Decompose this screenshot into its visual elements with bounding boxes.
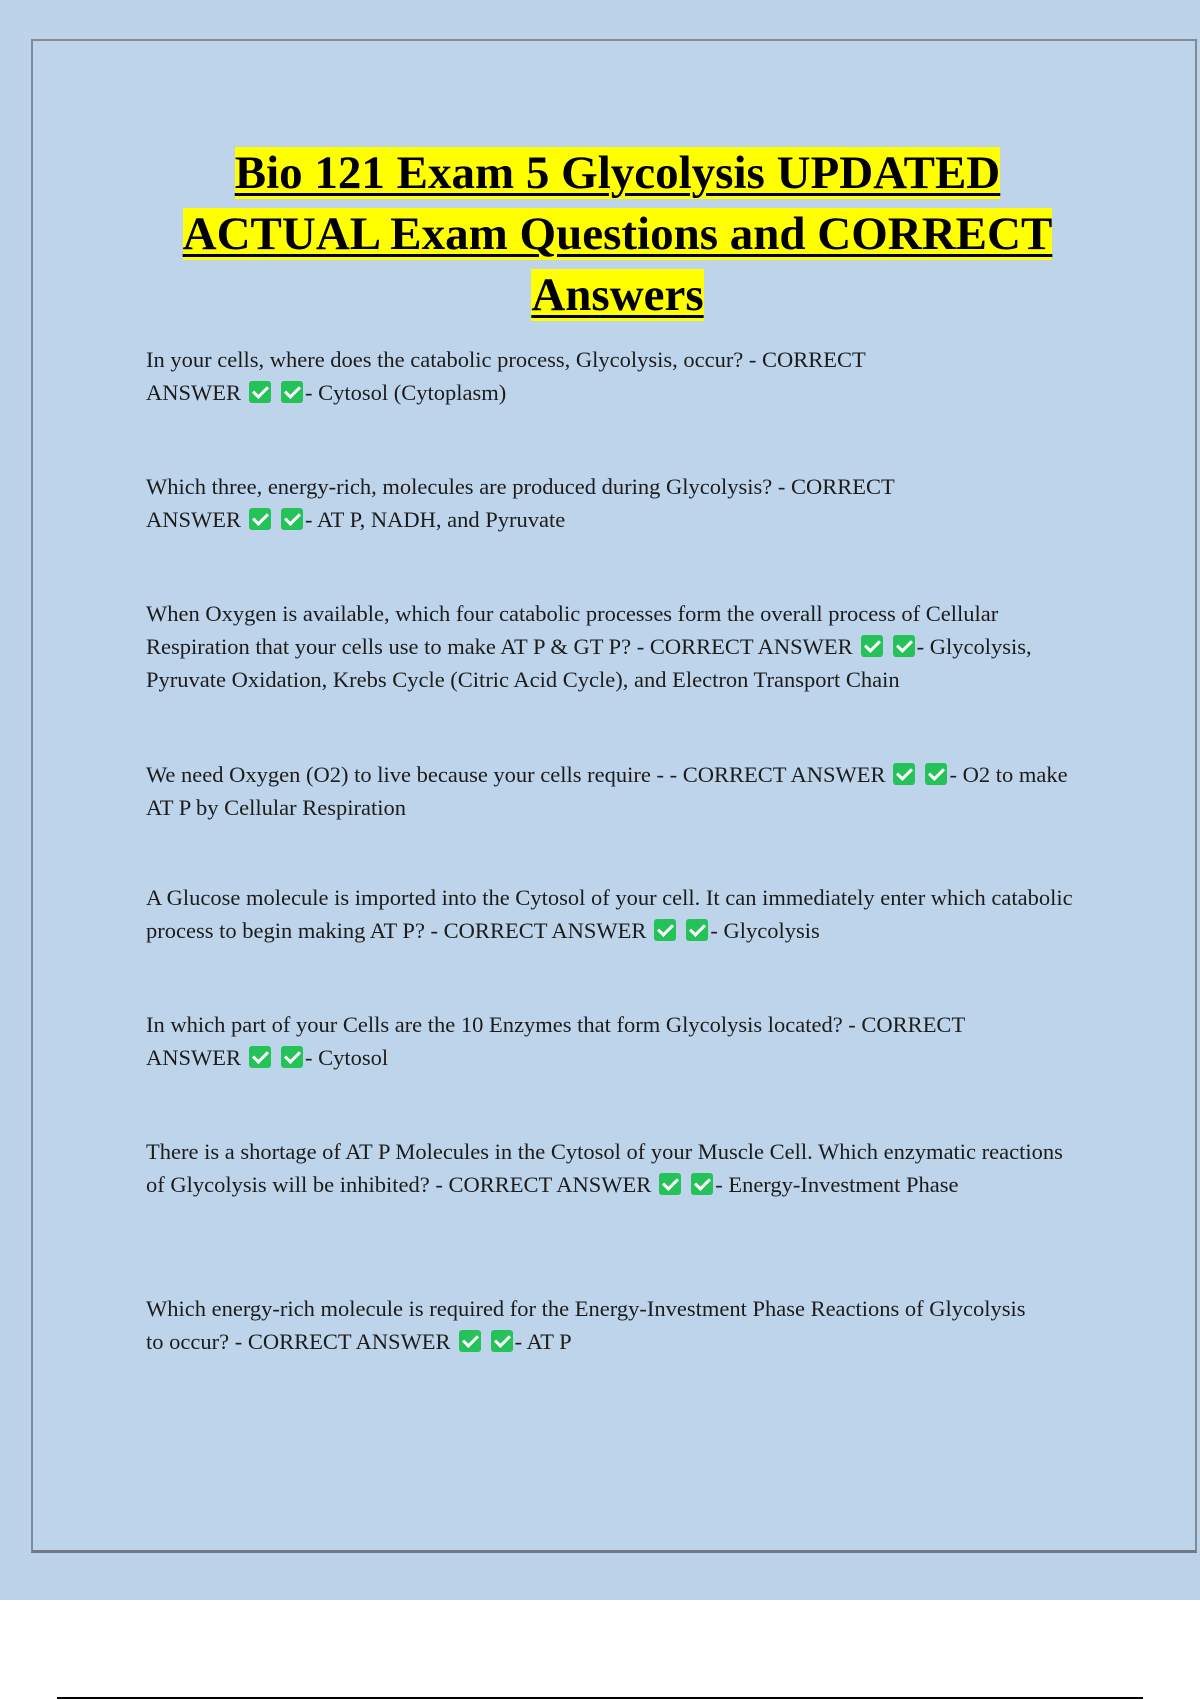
answer-text: - Glycolysis <box>710 918 820 943</box>
question-text: There is a shortage of AT P Molecules in the Cytosol of your Muscle Cell. Which enzymatic reactions of Glycolysis will be inhibited? - CORRECT ANSWER <box>146 1139 1063 1197</box>
answer-text: - Cytosol <box>305 1045 389 1070</box>
answer-text: - AT P <box>514 1329 572 1354</box>
question-text: When Oxygen is available, which four catabolic processes form the overall process of Cellular Respiration that your cells use to make AT P & GT P? - CORRECT ANSWER <box>146 601 999 659</box>
check-box-icon <box>659 1173 681 1195</box>
question-text: In your cells, where does the catabolic process, Glycolysis, occur? - CORRECT ANSWER <box>146 347 866 405</box>
answer-text: - Glycolysis, Pyruvate Oxidation, Krebs Cycle (Citric Acid Cycle), and Electron Transport Chain <box>146 634 1032 692</box>
qa-item-8 <box>146 1292 1026 1358</box>
check-box-icon <box>459 1330 481 1352</box>
question-text: A Glucose molecule is imported into the Cytosol of your cell. It can immediately enter which catabolic process to begin making AT P? - CORRECT ANSWER <box>146 885 1073 943</box>
check-box-icon <box>281 508 303 530</box>
check-box-icon <box>281 1046 303 1068</box>
question-text: We need Oxygen (O2) to live because your cells require - - CORRECT ANSWER <box>146 762 886 787</box>
qa-item-2 <box>146 470 976 536</box>
qa-item-7 <box>146 1135 1076 1201</box>
question-text: Which energy-rich molecule is required for the Energy-Investment Phase Reactions of Glycolysis to occur? - CORRECT ANSWER <box>146 1296 1026 1354</box>
check-box-icon <box>925 763 947 785</box>
question-text: In which part of your Cells are the 10 Enzymes that form Glycolysis located? - CORRECT ANSWER <box>146 1012 965 1070</box>
check-box-icon <box>249 508 271 530</box>
qa-item-4 <box>146 758 1096 824</box>
document-title <box>100 143 1135 326</box>
answer-text: - Energy-Investment Phase <box>715 1172 959 1197</box>
qa-item-5 <box>146 881 1076 947</box>
check-box-icon <box>654 919 676 941</box>
bottom-divider <box>57 1697 1143 1699</box>
check-box-icon <box>893 635 915 657</box>
check-box-icon <box>249 381 271 403</box>
qa-item-3 <box>146 597 1096 696</box>
check-box-icon <box>491 1330 513 1352</box>
check-box-icon <box>281 381 303 403</box>
title-line-3: Answers <box>531 269 704 321</box>
qa-item-1 <box>146 343 946 409</box>
title-line-2: ACTUAL Exam Questions and CORRECT <box>182 208 1053 260</box>
check-box-icon <box>249 1046 271 1068</box>
check-box-icon <box>691 1173 713 1195</box>
answer-text: - Cytosol (Cytoplasm) <box>305 380 507 405</box>
answer-text: - AT P, NADH, and Pyruvate <box>305 507 566 532</box>
title-line-1: Bio 121 Exam 5 Glycolysis UPDATED <box>234 147 1001 199</box>
check-box-icon <box>893 763 915 785</box>
question-text: Which three, energy-rich, molecules are produced during Glycolysis? - CORRECT ANSWER <box>146 474 895 532</box>
check-box-icon <box>861 635 883 657</box>
qa-item-6 <box>146 1008 1046 1074</box>
answer-text: - O2 to make AT P by Cellular Respiration <box>146 762 1068 820</box>
check-box-icon <box>686 919 708 941</box>
